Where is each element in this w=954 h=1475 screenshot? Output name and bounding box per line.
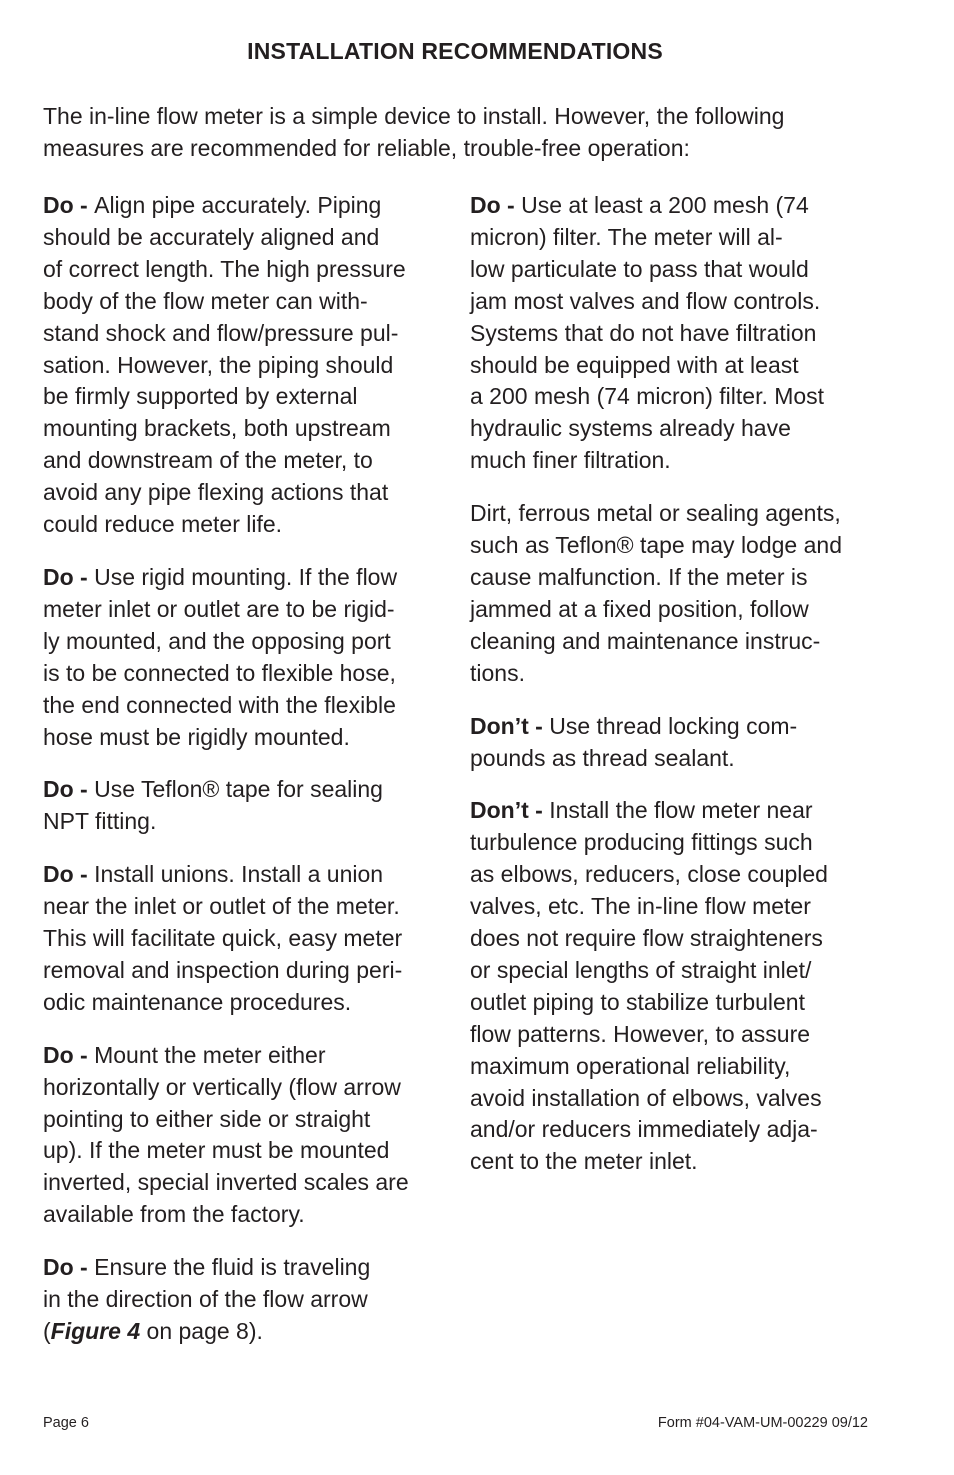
paragraph-text: avoid any pipe flexing actions that <box>43 479 389 506</box>
paragraph-text: as elbows, reducers, close coupled <box>470 861 828 888</box>
paragraph-text: cent to the meter inlet. <box>470 1148 698 1175</box>
paragraph-line <box>470 222 880 254</box>
paragraph-line <box>43 1316 443 1348</box>
paragraph-text: and downstream of the meter, to <box>43 447 373 474</box>
instruction-label: Don’t - <box>470 712 550 739</box>
paragraph-text: much finer filtration. <box>470 447 671 474</box>
paragraph-text: jam most valves and flow controls. <box>470 287 821 314</box>
paragraph-line <box>43 509 443 541</box>
paragraph-text: inverted, special inverted scales are <box>43 1169 409 1196</box>
instruction-label: Do - <box>43 1254 95 1281</box>
instruction-label: Do - <box>43 563 95 590</box>
paragraph-line <box>470 859 880 891</box>
instruction-label: Do - <box>43 1041 95 1068</box>
paragraph-line <box>43 891 443 923</box>
paragraph-text: on page 8). <box>140 1318 263 1344</box>
paragraph-line <box>43 1072 443 1104</box>
paragraph-text: Install unions. Install a union <box>94 861 384 888</box>
paragraph-line <box>470 594 880 626</box>
paragraph-text: maximum operational reliability, <box>470 1052 791 1079</box>
paragraph-text: ( <box>43 1318 51 1344</box>
instruction-paragraph <box>43 859 443 1019</box>
paragraph-text: avoid installation of elbows, valves <box>470 1084 822 1111</box>
paragraph-text: Use at least a 200 mesh (74 <box>521 192 809 218</box>
paragraph-line <box>43 445 443 477</box>
paragraph-line <box>43 413 443 445</box>
right-column <box>470 190 880 1199</box>
paragraph-line <box>43 190 443 222</box>
paragraph-text: This will facilitate quick, easy meter <box>43 925 403 952</box>
paragraph-text: hydraulic systems already have <box>470 415 791 442</box>
instruction-paragraph <box>470 190 880 477</box>
paragraph-text: or special lengths of straight inlet/ <box>470 956 812 983</box>
paragraph-text: pointing to either side or straight <box>43 1105 371 1132</box>
paragraph-line <box>43 477 443 509</box>
paragraph-text: Align pipe accurately. Piping <box>94 192 382 218</box>
paragraph-line <box>43 658 443 690</box>
paragraph-text: removal and inspection during peri- <box>43 956 403 983</box>
paragraph-text: pounds as thread sealant. <box>470 744 735 771</box>
page-number: Page 6 <box>43 1415 89 1431</box>
paragraph-line <box>43 626 443 658</box>
paragraph-text: tions. <box>470 659 525 686</box>
intro-line: measures are recommended for reliable, trouble-free operation: <box>43 135 690 161</box>
paragraph-line <box>470 1051 880 1083</box>
paragraph-line <box>43 594 443 626</box>
paragraph-line <box>43 318 443 350</box>
intro-paragraph <box>43 100 883 164</box>
paragraph-line <box>470 381 880 413</box>
paragraph-line <box>470 413 880 445</box>
paragraph-line <box>470 1083 880 1115</box>
paragraph-text: Dirt, ferrous metal or sealing agents, <box>470 500 841 527</box>
paragraph-line <box>470 711 880 743</box>
paragraph-line <box>470 987 880 1019</box>
paragraph-line <box>43 955 443 987</box>
paragraph-line <box>470 955 880 987</box>
paragraph-line <box>43 1135 443 1167</box>
paragraph-text: valves, etc. The in-line flow meter <box>470 893 811 920</box>
paragraph-line <box>43 381 443 413</box>
left-column <box>43 190 443 1369</box>
paragraph-text: and/or reducers immediately adja- <box>470 1116 818 1143</box>
paragraph-text: cause malfunction. If the meter is <box>470 563 808 590</box>
instruction-paragraph <box>43 190 443 541</box>
paragraph-text: should be equipped with at least <box>470 351 799 378</box>
paragraph-text: available from the factory. <box>43 1201 305 1228</box>
paragraph-line <box>470 350 880 382</box>
instruction-paragraph <box>43 1252 443 1348</box>
instruction-paragraph <box>470 711 880 775</box>
paragraph-line <box>43 254 443 286</box>
paragraph-text: NPT fitting. <box>43 808 157 835</box>
paragraph-line <box>43 923 443 955</box>
paragraph-line <box>470 891 880 923</box>
intro-line: The in-line flow meter is a simple device to install. However, the following <box>43 103 785 129</box>
paragraph-text: hose must be rigidly mounted. <box>43 723 350 750</box>
paragraph-line <box>470 530 880 562</box>
paragraph-line <box>470 286 880 318</box>
paragraph-line <box>470 445 880 477</box>
paragraph-text: Systems that do not have filtration <box>470 319 817 346</box>
paragraph-text: stand shock and flow/pressure pul- <box>43 319 399 346</box>
paragraph-line <box>470 827 880 859</box>
paragraph-text: up). If the meter must be mounted <box>43 1137 390 1164</box>
paragraph-line <box>470 743 880 775</box>
paragraph-line <box>470 626 880 658</box>
instruction-label: Do - <box>470 192 522 218</box>
paragraph-line <box>43 774 443 806</box>
instruction-label: Don’t - <box>470 797 550 824</box>
paragraph-line <box>43 1167 443 1199</box>
paragraph-line <box>43 987 443 1019</box>
paragraph-line <box>43 722 443 754</box>
paragraph-line <box>43 1284 443 1316</box>
instruction-paragraph <box>470 498 880 689</box>
paragraph-text: is to be connected to flexible hose, <box>43 659 396 686</box>
paragraph-line <box>470 1019 880 1051</box>
paragraph-line <box>470 923 880 955</box>
paragraph-text: such as Teflon® tape may lodge and <box>470 532 842 559</box>
paragraph-text: body of the flow meter can with- <box>43 287 368 314</box>
paragraph-text: Mount the meter either <box>94 1041 326 1068</box>
paragraph-line <box>43 1104 443 1136</box>
paragraph-text: be firmly supported by external <box>43 383 358 410</box>
paragraph-line <box>470 318 880 350</box>
paragraph-text: jammed at a fixed position, follow <box>470 595 809 622</box>
instruction-paragraph <box>43 774 443 838</box>
paragraph-line <box>470 190 880 222</box>
paragraph-line <box>43 859 443 891</box>
paragraph-line <box>43 222 443 254</box>
paragraph-text: Install the flow meter near <box>549 797 813 824</box>
instruction-label: Do - <box>43 861 95 888</box>
paragraph-line <box>43 286 443 318</box>
paragraph-text: a 200 mesh (74 micron) filter. Most <box>470 383 825 410</box>
paragraph-text: in the direction of the flow arrow <box>43 1286 368 1313</box>
figure-reference: Figure 4 <box>50 1318 141 1344</box>
paragraph-text: Use Teflon® tape for sealing <box>94 776 383 803</box>
paragraph-text: Use rigid mounting. If the flow <box>94 563 398 590</box>
paragraph-line <box>43 1040 443 1072</box>
paragraph-line <box>43 1199 443 1231</box>
paragraph-line <box>43 1252 443 1284</box>
instruction-paragraph <box>43 1040 443 1231</box>
paragraph-text: mounting brackets, both upstream <box>43 415 391 442</box>
paragraph-line <box>43 690 443 722</box>
paragraph-text: ly mounted, and the opposing port <box>43 627 391 654</box>
instruction-paragraph <box>470 795 880 1178</box>
form-number: Form #04-VAM-UM-00229 09/12 <box>657 1415 868 1431</box>
paragraph-text: odic maintenance procedures. <box>43 988 352 1015</box>
paragraph-text: of correct length. The high pressure <box>43 255 406 282</box>
paragraph-text: micron) filter. The meter will al- <box>470 223 783 250</box>
paragraph-text: sation. However, the piping should <box>43 351 394 378</box>
paragraph-line <box>470 498 880 530</box>
paragraph-text: does not require flow straighteners <box>470 925 823 952</box>
paragraph-text: meter inlet or outlet are to be rigid- <box>43 595 395 622</box>
paragraph-text: should be accurately aligned and <box>43 223 380 250</box>
paragraph-line <box>470 254 880 286</box>
paragraph-text: near the inlet or outlet of the meter. <box>43 893 400 920</box>
paragraph-line <box>470 795 880 827</box>
paragraph-line <box>470 1146 880 1178</box>
paragraph-line <box>470 562 880 594</box>
instruction-paragraph <box>43 562 443 753</box>
paragraph-text: outlet piping to stabilize turbulent <box>470 988 805 1015</box>
paragraph-text: could reduce meter life. <box>43 511 283 538</box>
paragraph-line <box>43 350 443 382</box>
paragraph-text: cleaning and maintenance instruc- <box>470 627 821 654</box>
paragraph-text: the end connected with the flexible <box>43 691 396 718</box>
paragraph-line <box>43 562 443 594</box>
paragraph-text: horizontally or vertically (flow arrow <box>43 1073 401 1100</box>
instruction-label: Do - <box>43 192 95 218</box>
page-title: INSTALLATION RECOMMENDATIONS <box>247 38 663 64</box>
paragraph-text: flow patterns. However, to assure <box>470 1020 811 1047</box>
paragraph-text: Ensure the fluid is traveling <box>94 1254 371 1281</box>
paragraph-text: Use thread locking com- <box>549 712 798 739</box>
paragraph-line <box>470 1114 880 1146</box>
instruction-label: Do - <box>43 776 95 803</box>
paragraph-text: low particulate to pass that would <box>470 255 809 282</box>
paragraph-text: turbulence producing fittings such <box>470 829 813 856</box>
paragraph-line <box>470 658 880 690</box>
paragraph-line <box>43 806 443 838</box>
